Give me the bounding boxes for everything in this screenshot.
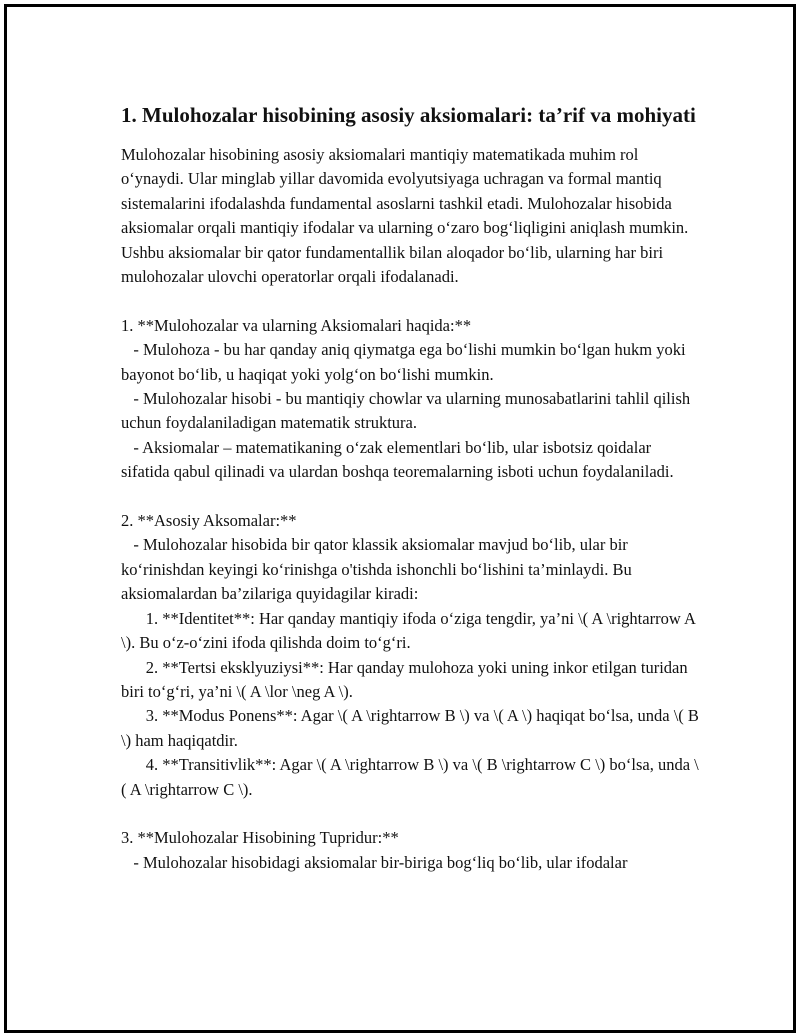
section-heading: 1. Mulohozalar hisobining asosiy aksiomalari: ta’rif va mohiyati [121, 103, 696, 127]
section1-item: - Aksiomalar – matematikaning o‘zak elementlari bo‘lib, ular isbotsiz qoidalar sifatida qabul qilinadi va ulardan boshqa teoremalarning isboti uchun foydalaniladi. [121, 437, 674, 482]
page-frame [4, 4, 796, 1033]
section1-item: - Mulohozalar hisobi - bu mantiqiy chowlar va ularning munosabatlarini tahlil qilish uchun foydalaniladigan matematik struktura. [121, 389, 695, 433]
document-body [121, 101, 704, 875]
axiom-item: 4. **Transitivlik**: Agar \( A \rightarrow B \) va \( B \rightarrow C \) bo‘lsa, unda \( A \rightarrow C \). [121, 755, 699, 799]
section3-item: - Mulohozalar hisobidagi aksiomalar bir-biriga bog‘liq bo‘lib, ular ifodalar [121, 852, 628, 872]
section1-title: 1. **Mulohozalar va ularning Aksiomalari haqida:** [121, 315, 472, 335]
section3-title: 3. **Mulohozalar Hisobining Tupridur:** [121, 828, 399, 848]
spacer [121, 289, 701, 313]
axiom-item: 2. **Tertsi eksklyuziysi**: Har qanday mulohoza yoki uning inkor etilgan turidan biri to‘g‘ri, ya’ni \( A \lor \neg A \). [121, 657, 692, 701]
axiom-item: 3. **Modus Ponens**: Agar \( A \rightarrow B \) va \( A \) haqiqat bo‘lsa, unda \( B \) ham haqiqatdir. [121, 706, 704, 750]
intro-paragraph: Mulohozalar hisobining asosiy aksiomalari mantiqiy matematikada muhim rol o‘ynaydi. Ular minglab yillar davomida evolyutsiyaga uchragan va formal mantiq sistemalarini ifodalashda fundamental asoslarni tashkil etadi. Mulohozalar hisobida aksiomalar orqali mantiqiy ifodalar va ularning o‘zaro bog‘liqligini aniqlash mumkin. Ushbu aksiomalar bir qator fundamentallik bilan aloqador bo‘lib, ularning har biri mulohozalar ulovchi operatorlar orqali ifodalanadi. [121, 145, 693, 287]
spacer [121, 802, 701, 826]
section2-lead: - Mulohozalar hisobida bir qator klassik aksiomalar mavjud bo‘lib, ular bir ko‘rinishdan keyingi ko‘rinishga o'tishda ishonchli bo‘lishini ta’minlaydi. Bu aksiomalardan ba’zilariga quyidagilar kiradi: [121, 535, 636, 604]
axiom-item: 1. **Identitet**: Har qanday mantiqiy ifoda o‘ziga tengdir, ya’ni \( A \rightarrow A \). Bu o‘z-o‘zini ifoda qilishda doim to‘g‘ri. [121, 608, 700, 653]
section2-title: 2. **Asosiy Aksomalar:** [121, 511, 297, 531]
section1-item: - Mulohoza - bu har qanday aniq qiymatga ega bo‘lishi mumkin bo‘lgan hukm yoki bayonot bo‘lib, u haqiqat yoki yolg‘on bo‘lishi mumkin. [121, 340, 690, 384]
spacer [121, 485, 701, 509]
